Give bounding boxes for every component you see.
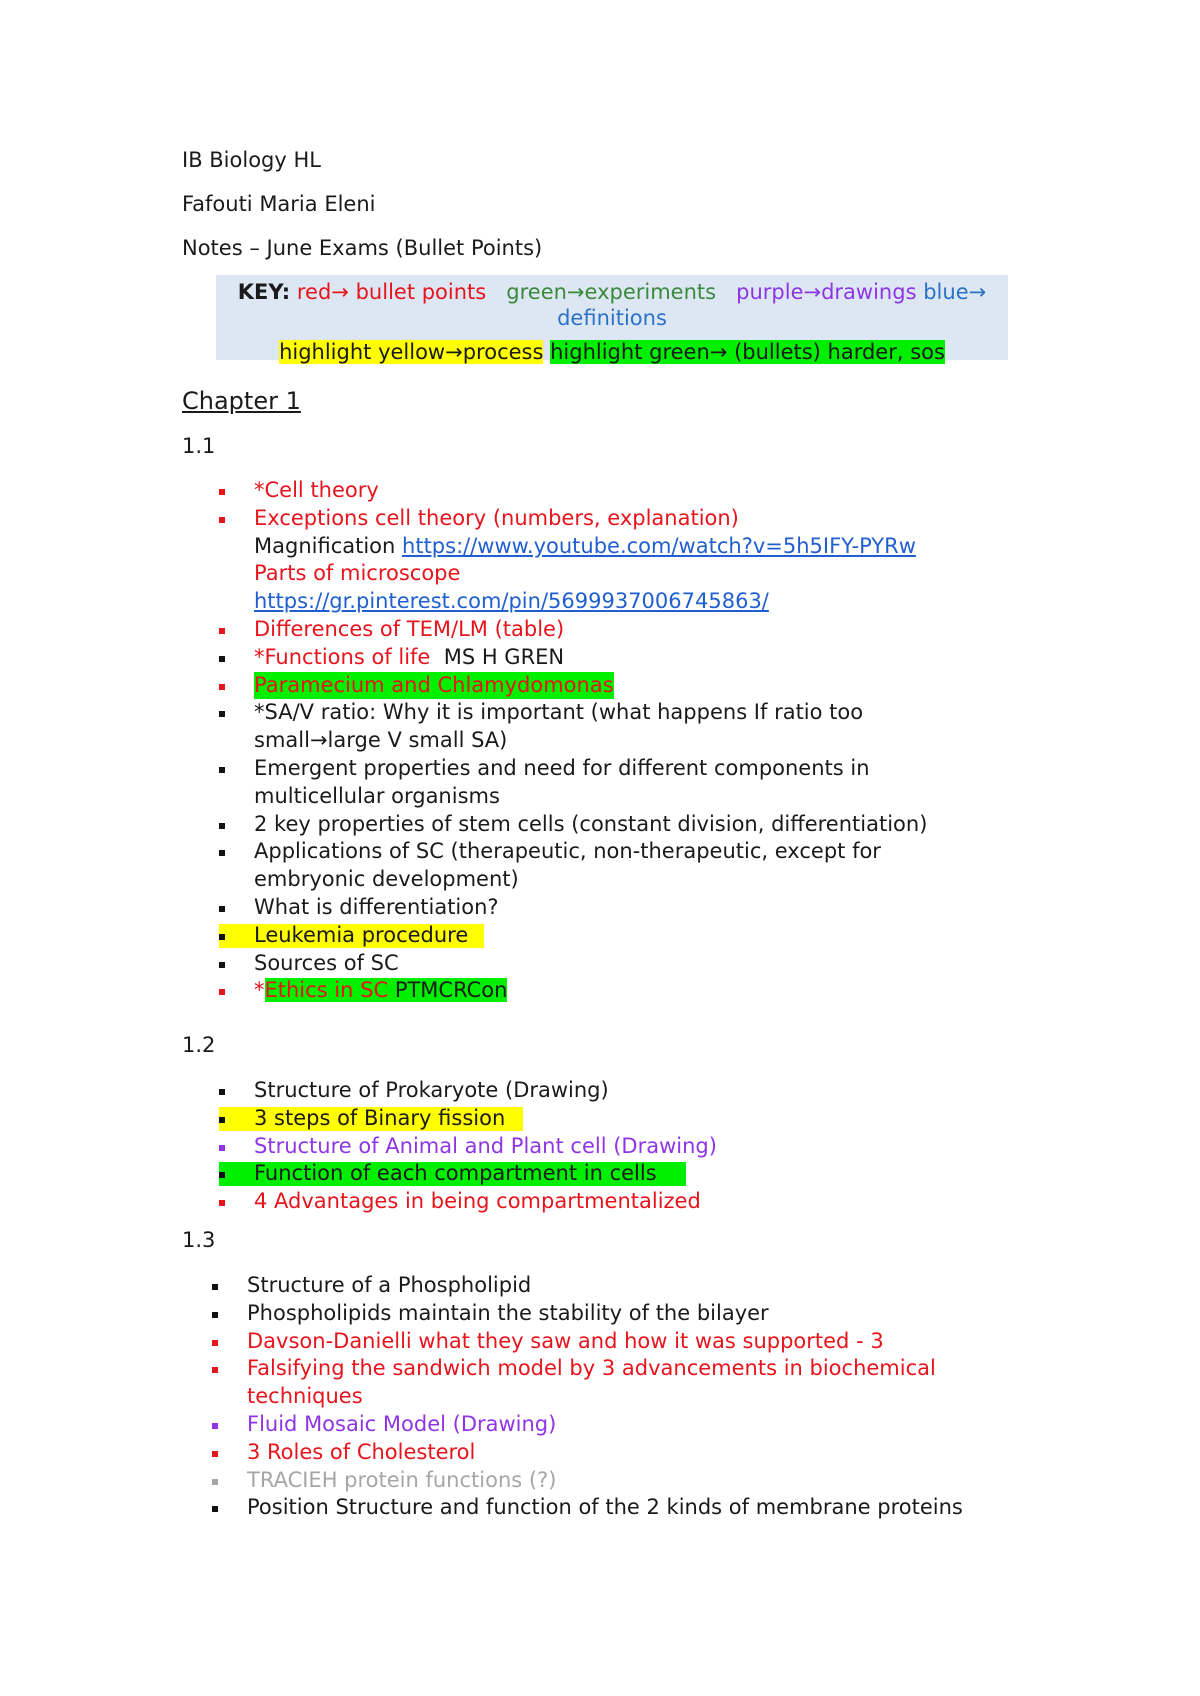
list-item: *Ethics in SC PTMCRCon: [219, 977, 927, 1005]
list-item: Phospholipids maintain the stability of the bilayer: [212, 1300, 963, 1328]
bullet-marker: [219, 1089, 225, 1095]
list-item: Structure of Animal and Plant cell (Drawing): [219, 1133, 717, 1161]
list-item: 3 Roles of Cholesterol: [212, 1439, 963, 1467]
section-1-2-list: [219, 1077, 717, 1216]
list-item: Structure of Prokaryote (Drawing): [219, 1077, 717, 1105]
bullet-marker: [212, 1284, 218, 1290]
key-blue-desc: definitions: [557, 306, 667, 330]
bullet-marker: [219, 517, 225, 523]
chapter-heading: Chapter 1: [182, 387, 301, 415]
list-item: Function of each compartment in cells: [219, 1160, 717, 1188]
list-item: Position Structure and function of the 2 kinds of membrane proteins: [212, 1494, 963, 1522]
key-row-highlights: [216, 339, 1008, 365]
key-row-colors: [216, 279, 1008, 305]
bullet-marker: [219, 1117, 225, 1123]
list-item: *Functions of life MS H GREN: [219, 644, 927, 672]
list-item: Davson-Danielli what they saw and how it was supported - 3: [212, 1328, 963, 1356]
bullet-marker: [219, 684, 225, 690]
list-item: What is differentiation?: [219, 894, 927, 922]
key-row-definitions: [216, 305, 1008, 331]
list-item: Leukemia procedure: [219, 922, 927, 950]
bullet-marker: [219, 1200, 225, 1206]
section-1-1-list: [219, 477, 927, 1005]
bullet-marker: [219, 962, 225, 968]
microscope-parts-link[interactable]: https://gr.pinterest.com/pin/5699937006745863/: [254, 589, 769, 614]
list-item: Emergent properties and need for different components in multicellular organisms: [219, 755, 927, 811]
bullet-marker: [212, 1340, 218, 1346]
key-red: red→ bullet points: [296, 280, 487, 304]
bullet-marker: [219, 906, 225, 912]
bullet-marker: [219, 628, 225, 634]
list-item: Sources of SC: [219, 950, 927, 978]
key-purple: purple→drawings: [736, 280, 917, 304]
list-item: 4 Advantages in being compartmentalized: [219, 1188, 717, 1216]
bullet-marker: [219, 823, 225, 829]
section-1-3-list: [212, 1272, 963, 1522]
key-label: KEY:: [237, 280, 291, 304]
bullet-marker: [219, 850, 225, 856]
section-heading-1-1: 1.1: [182, 434, 216, 458]
list-item: Exceptions cell theory (numbers, explanation) Magnification https://www.youtube.com/watch?v=5h5IFY-PYRw Parts of microscope https://gr.pinterest.com/pin/5699937006745863/: [219, 505, 927, 616]
magnification-link[interactable]: https://www.youtube.com/watch?v=5h5IFY-PYRw: [402, 533, 916, 558]
list-item: Structure of a Phospholipid: [212, 1272, 963, 1300]
bullet-marker: [212, 1506, 218, 1512]
bullet-marker: [219, 489, 225, 495]
color-key-box: [216, 275, 1008, 364]
bullet-marker: [219, 1172, 225, 1178]
list-item: 3 steps of Binary fission: [219, 1105, 717, 1133]
key-highlight-yellow: highlight yellow→process: [279, 340, 544, 364]
bullet-marker: [219, 934, 225, 940]
author-name: Fafouti Maria Eleni: [182, 192, 376, 216]
section-heading-1-3: 1.3: [182, 1228, 216, 1252]
bullet-marker: [219, 656, 225, 662]
bullet-marker: [219, 989, 225, 995]
bullet-marker: [219, 711, 225, 717]
list-item: Falsifying the sandwich model by 3 advancements in biochemical techniques: [212, 1355, 963, 1411]
course-title: IB Biology HL: [182, 148, 321, 172]
list-item: Applications of SC (therapeutic, non-therapeutic, except for embryonic development): [219, 838, 927, 894]
list-item: *SA/V ratio: Why it is important (what happens If ratio too small→large V small SA): [219, 699, 927, 755]
notes-title: Notes – June Exams (Bullet Points): [182, 236, 543, 260]
section-heading-1-2: 1.2: [182, 1033, 216, 1057]
list-item: Fluid Mosaic Model (Drawing): [212, 1411, 963, 1439]
key-blue: blue→: [923, 280, 987, 304]
list-item: TRACIEH protein functions (?): [212, 1467, 963, 1495]
bullet-marker: [212, 1451, 218, 1457]
bullet-marker: [219, 767, 225, 773]
list-item: Differences of TEM/LM (table): [219, 616, 927, 644]
bullet-marker: [212, 1423, 218, 1429]
list-item: *Cell theory: [219, 477, 927, 505]
list-item: 2 key properties of stem cells (constant division, differentiation): [219, 811, 927, 839]
bullet-marker: [212, 1479, 218, 1485]
key-green: green→experiments: [506, 280, 717, 304]
list-item: Paramecium and Chlamydomonas: [219, 672, 927, 700]
bullet-marker: [219, 1145, 225, 1151]
key-highlight-green: highlight green→ (bullets) harder, sos: [550, 340, 945, 364]
bullet-marker: [212, 1367, 218, 1373]
bullet-marker: [212, 1312, 218, 1318]
